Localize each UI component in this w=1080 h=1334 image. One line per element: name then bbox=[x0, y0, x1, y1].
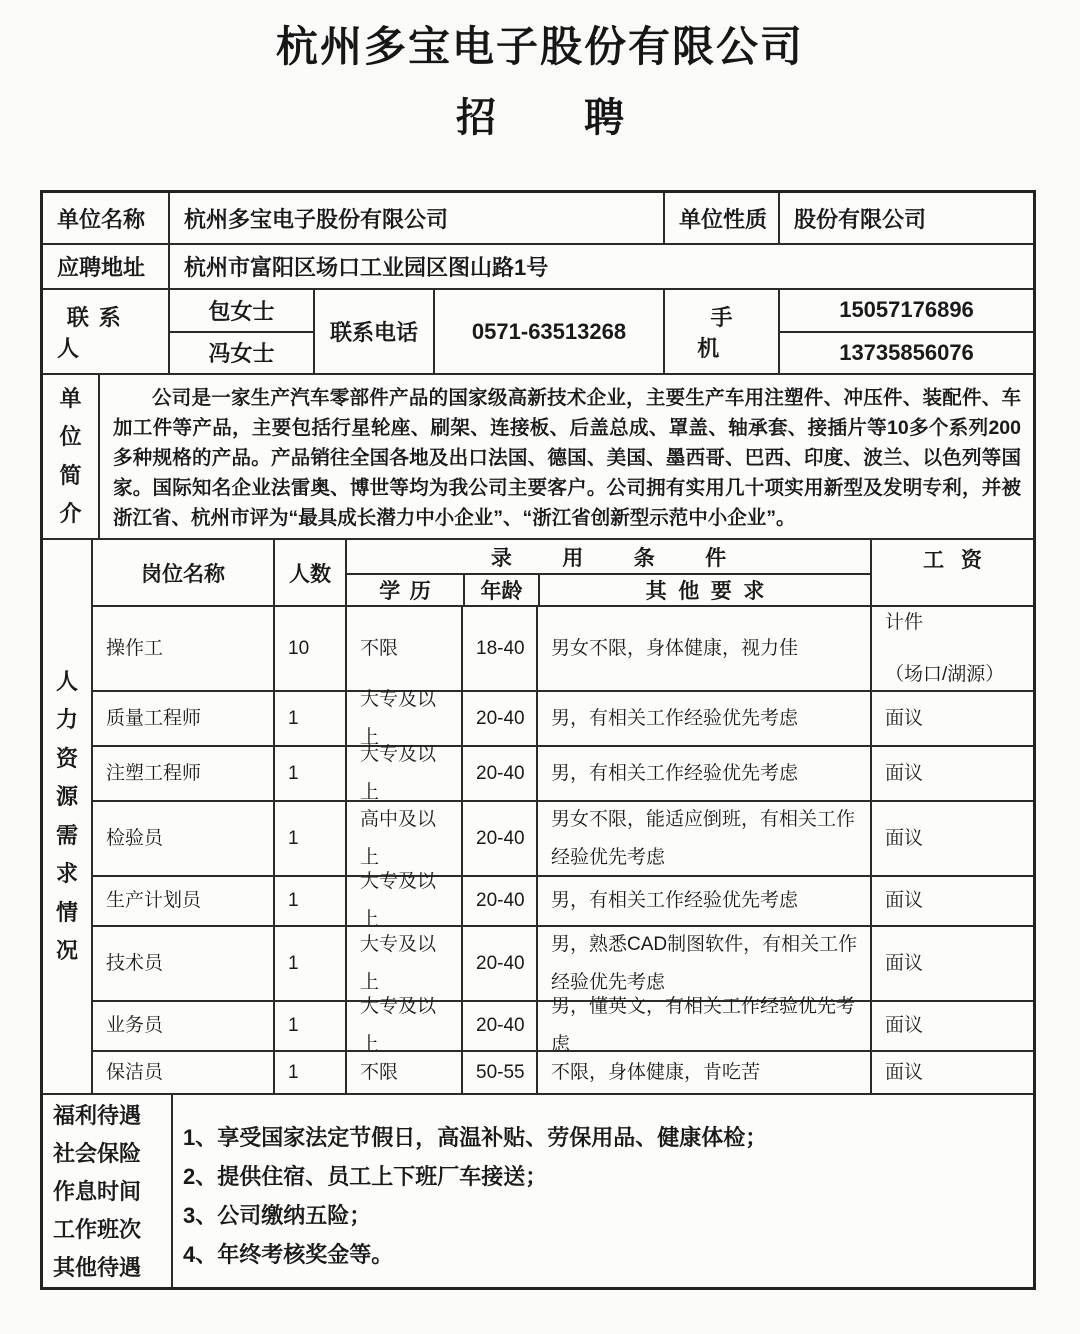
contact-name-1: 包女士 bbox=[208, 298, 275, 324]
jobs-section bbox=[43, 538, 1033, 1093]
profile-label: 单位简介 bbox=[59, 385, 82, 526]
header-conditions-subrow bbox=[347, 573, 870, 605]
benefits-label-welfare: 福利待遇 bbox=[53, 1103, 142, 1128]
benefit-item-4: 4、年终考核奖金等。 bbox=[183, 1242, 394, 1267]
job-salary-type: 计件 bbox=[885, 611, 924, 633]
contact-row bbox=[43, 288, 1033, 373]
job-age: 20-40 bbox=[461, 692, 536, 745]
job-other: 男女不限，身体健康，视力佳 bbox=[536, 607, 870, 690]
contact-names bbox=[168, 290, 313, 373]
job-other: 男，有相关工作经验优先考虑 bbox=[536, 747, 870, 800]
benefits-label-resttime: 作息时间 bbox=[53, 1179, 142, 1204]
job-salary-note: （场口/湖源） bbox=[885, 663, 1005, 685]
mobile-numbers bbox=[778, 290, 1033, 373]
address-row bbox=[43, 243, 1033, 288]
job-row-quality-engineer bbox=[93, 688, 1033, 748]
job-position: 质量工程师 bbox=[106, 707, 202, 729]
job-education: 大专及以上 bbox=[345, 877, 461, 925]
job-salary: 面议 bbox=[870, 802, 1033, 875]
job-row-injection-engineer bbox=[93, 743, 1033, 803]
job-position: 生产计划员 bbox=[106, 890, 202, 911]
job-other: 男女不限，能适应倒班，有相关工作经验优先考虑 bbox=[536, 802, 870, 875]
job-count: 1 bbox=[273, 692, 345, 745]
job-other: 男，有相关工作经验优先考虑 bbox=[536, 877, 870, 925]
job-count: 1 bbox=[273, 747, 345, 800]
job-position: 保洁员 bbox=[106, 1061, 164, 1083]
job-row-operator bbox=[93, 605, 1033, 690]
company-title: 杭州多宝电子股份有限公司 bbox=[275, 23, 804, 70]
header-education: 学历 bbox=[379, 580, 441, 603]
job-count: 1 bbox=[273, 927, 345, 1000]
job-education: 大专及以上 bbox=[345, 1002, 461, 1050]
job-education: 大专及以上 bbox=[345, 692, 461, 745]
mobile-number-1: 15057176896 bbox=[839, 297, 974, 323]
job-salary: 面议 bbox=[870, 877, 1033, 925]
title-block bbox=[0, 0, 1080, 143]
job-row-sales bbox=[93, 996, 1033, 1055]
benefit-item-3: 3、公司缴纳五险； bbox=[183, 1203, 372, 1228]
job-row-inspector bbox=[93, 800, 1033, 875]
jobs-side-label: 人力资源需求情况 bbox=[55, 668, 78, 963]
jobs-header bbox=[93, 540, 1033, 605]
job-salary: 面议 bbox=[870, 1052, 1033, 1093]
job-count: 1 bbox=[273, 802, 345, 875]
unit-nature-value: 股份有限公司 bbox=[778, 193, 1033, 243]
job-count: 1 bbox=[273, 1002, 345, 1050]
job-position: 注塑工程师 bbox=[106, 762, 202, 784]
benefit-item-2: 2、提供住宿、员工上下班厂车接送； bbox=[183, 1164, 548, 1189]
job-other: 不限，身体健康，肯吃苦 bbox=[536, 1052, 870, 1093]
job-position: 检验员 bbox=[106, 827, 164, 849]
benefits-labels bbox=[43, 1095, 171, 1287]
job-age: 20-40 bbox=[461, 747, 536, 800]
job-position: 业务员 bbox=[106, 1015, 164, 1036]
profile-text: 公司是一家生产汽车零部件产品的国家级高新技术企业，主要生产车用注塑件、冲压件、装配件、车加工件等产品，主要包括行星轮座、刷架、连接板、后盖总成、罩盖、轴承套、接插片等10多个系列200多种规格的产品。产品销往全国各地及出口法国、德国、美国、墨西哥、巴西、印度、波兰、以色列等国家。国际知名企业法雷奥、博世等均为我公司主要客户。公司拥有实用几十项实用新型及发明专利，并被浙江省、杭州市评为“最具成长潜力中小企业”、“浙江省创新型示范中小企业”。 bbox=[98, 375, 1033, 538]
benefits-section bbox=[43, 1093, 1033, 1287]
header-count: 人数 bbox=[273, 540, 345, 605]
phone-value: 0571-63513268 bbox=[433, 290, 663, 373]
mobile-number-2: 13735856076 bbox=[780, 331, 1033, 374]
benefits-list bbox=[171, 1095, 1033, 1287]
job-salary bbox=[870, 607, 1033, 690]
benefits-label-insurance: 社会保险 bbox=[53, 1141, 142, 1166]
job-age: 18-40 bbox=[461, 607, 536, 690]
profile-label-cell bbox=[43, 375, 98, 538]
jobs-side-label-cell bbox=[43, 540, 91, 1093]
address-label: 应聘地址 bbox=[57, 255, 146, 280]
job-count: 1 bbox=[273, 1052, 345, 1093]
job-salary: 面议 bbox=[870, 692, 1033, 745]
header-conditions-group bbox=[345, 540, 870, 605]
benefit-item-1: 1、享受国家法定节假日，高温补贴、劳保用品、健康体检； bbox=[183, 1125, 768, 1150]
recruit-subtitle: 招聘 bbox=[456, 96, 712, 141]
job-position: 技术员 bbox=[106, 952, 164, 974]
job-salary: 面议 bbox=[870, 747, 1033, 800]
job-other: 男，懂英文，有相关工作经验优先考虑 bbox=[536, 1002, 870, 1050]
job-count: 10 bbox=[273, 607, 345, 690]
contact-name-2: 冯女士 bbox=[170, 331, 313, 374]
mobile-label: 手机 bbox=[663, 290, 778, 373]
job-other: 男，熟悉CAD制图软件，有相关工作经验优先考虑 bbox=[536, 927, 870, 1000]
unit-name-label: 单位名称 bbox=[57, 206, 146, 232]
address-value: 杭州市富阳区场口工业园区图山路1号 bbox=[168, 245, 1033, 288]
job-age: 50-55 bbox=[461, 1052, 536, 1093]
job-salary: 面议 bbox=[870, 1002, 1033, 1050]
benefits-label-other: 其他待遇 bbox=[53, 1255, 142, 1280]
company-profile-section bbox=[43, 373, 1033, 538]
recruitment-table bbox=[40, 190, 1036, 1290]
header-position: 岗位名称 bbox=[141, 562, 225, 586]
unit-name-value: 杭州多宝电子股份有限公司 bbox=[168, 193, 663, 243]
header-conditions: 录用条件 bbox=[490, 546, 777, 570]
unit-nature-label: 单位性质 bbox=[663, 193, 778, 243]
header-other: 其他要求 bbox=[538, 575, 870, 605]
job-row-production-planner bbox=[93, 871, 1033, 930]
header-age: 年龄 bbox=[463, 575, 538, 605]
job-count: 1 bbox=[273, 877, 345, 925]
job-age: 20-40 bbox=[461, 927, 536, 1000]
job-age: 20-40 bbox=[461, 877, 536, 925]
job-salary: 面议 bbox=[870, 927, 1033, 1000]
job-education: 高中及以上 bbox=[345, 802, 461, 875]
benefits-label-shifts: 工作班次 bbox=[53, 1217, 142, 1242]
phone-label: 联系电话 bbox=[313, 290, 433, 373]
jobs-table bbox=[91, 540, 1033, 1093]
job-age: 20-40 bbox=[461, 1002, 536, 1050]
job-age: 20-40 bbox=[461, 802, 536, 875]
job-education: 大专及以上 bbox=[345, 747, 461, 800]
header-salary: 工资 bbox=[870, 540, 1033, 605]
job-education: 不限 bbox=[345, 1052, 461, 1093]
job-row-cleaner bbox=[93, 1050, 1033, 1093]
job-education: 不限 bbox=[345, 607, 461, 690]
job-other: 男，有相关工作经验优先考虑 bbox=[536, 692, 870, 745]
job-position: 操作工 bbox=[106, 637, 164, 659]
contact-label: 联系人 bbox=[57, 304, 131, 361]
unit-name-row bbox=[43, 193, 1033, 243]
job-education: 大专及以上 bbox=[345, 927, 461, 1000]
